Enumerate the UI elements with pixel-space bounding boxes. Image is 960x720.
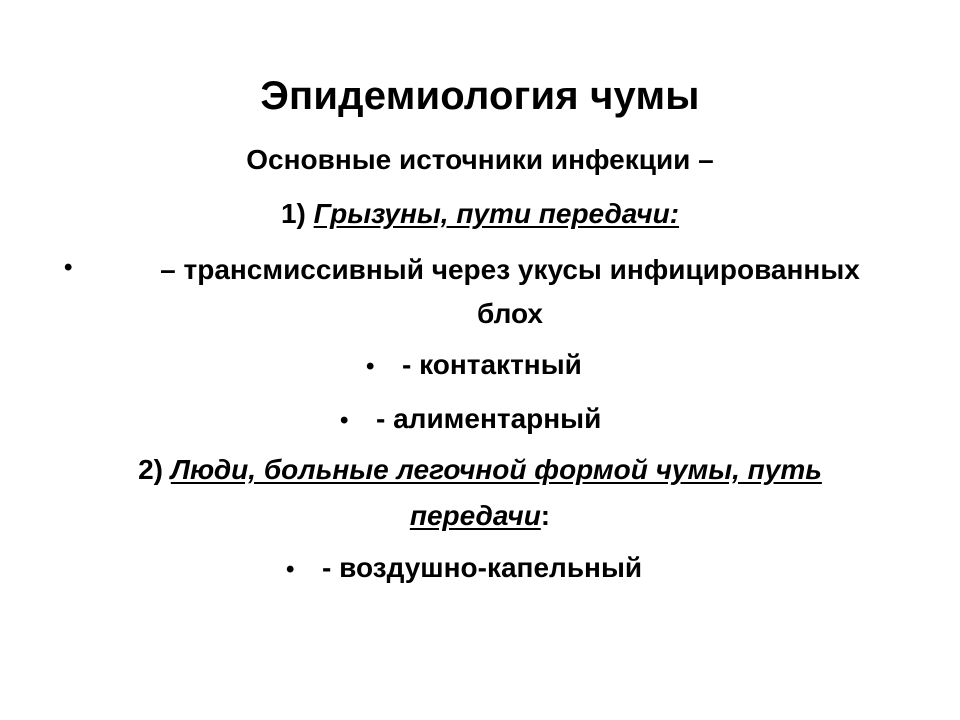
bullet-icon: • (64, 254, 73, 281)
group-1-number: 1) (280, 198, 306, 229)
list-item-airborne: - воздушно-капельный (322, 552, 643, 583)
slide-title: Эпидемиология чумы (260, 74, 700, 118)
group-2-label: Люди, больные легочной формой чумы, путь (170, 454, 822, 485)
group-2-number: 2) (138, 454, 163, 485)
list-item-transmissive-cont: блох (477, 298, 543, 329)
list-item-transmissive: – трансмиссивный через укусы инфицированных (160, 254, 860, 285)
group-2-heading-cont (60, 494, 900, 538)
group-2-colon: : (540, 500, 551, 531)
group-1-label: Грызуны, пути передачи: (313, 198, 680, 229)
group-1-heading (60, 192, 900, 236)
list-item-contact: - контактный (402, 349, 582, 380)
group-2-heading (60, 448, 900, 492)
group-2-label-cont: передачи (409, 500, 541, 531)
bullet-icon: • (366, 353, 375, 380)
bullet-icon: • (340, 407, 349, 434)
bullet-icon: • (286, 556, 295, 583)
subtitle: Основные источники инфекции – (246, 144, 714, 175)
list-item-alimentary: - алиментарный (376, 403, 602, 434)
